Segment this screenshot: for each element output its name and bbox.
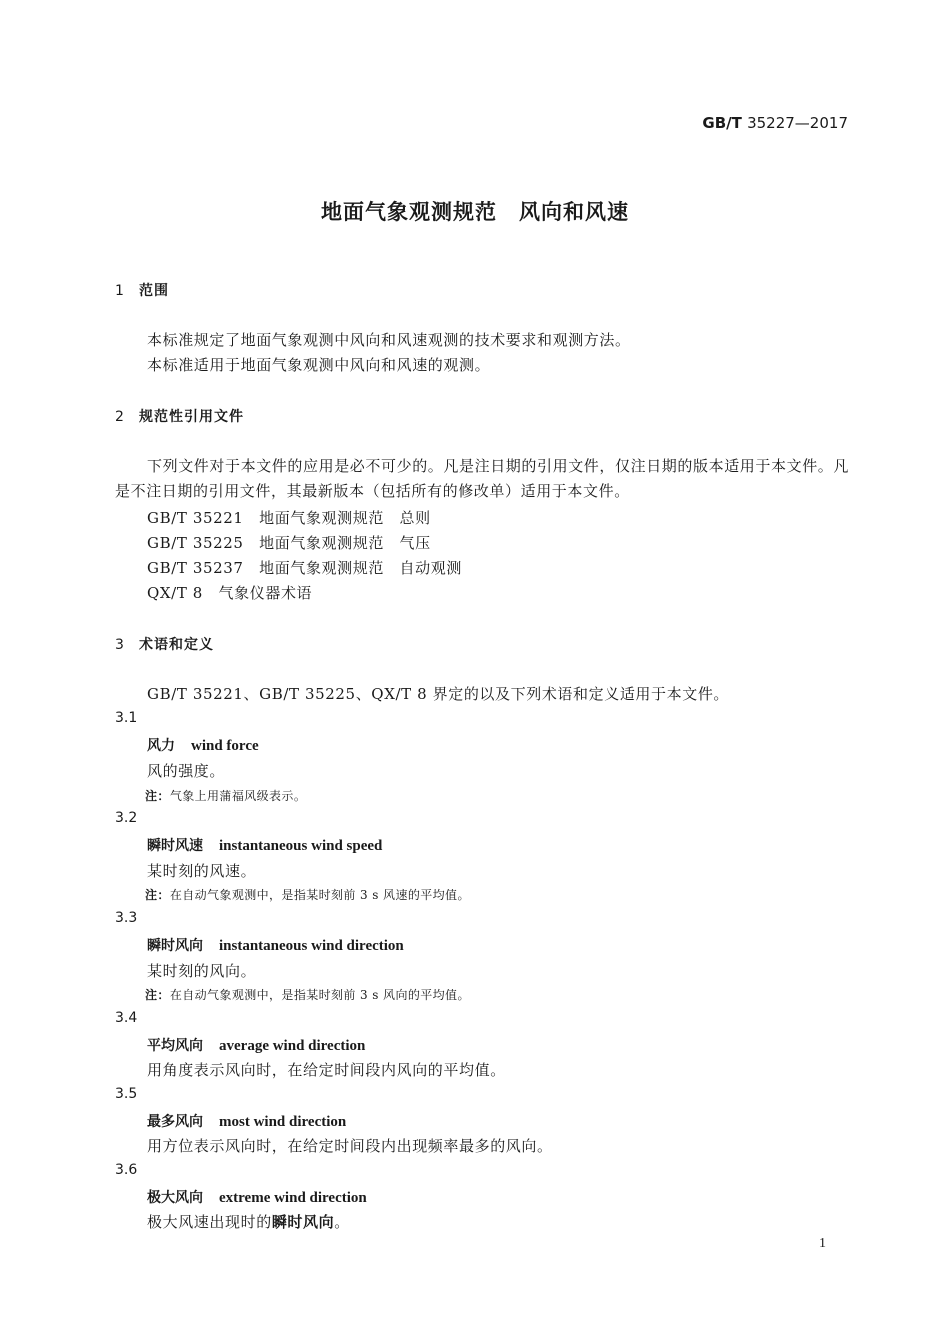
term-number: 3.1	[115, 710, 138, 726]
term-title	[147, 735, 259, 755]
term-number: 3.6	[115, 1162, 138, 1178]
term-zh: 瞬时风速	[147, 838, 203, 854]
section-2-intro: 下列文件对于本文件的应用是必不可少的。凡是注日期的引用文件，仅注日期的版本适用于本文件。凡是不注日期的引用文件，其最新版本（包括所有的修改单）适用于本文件。	[115, 457, 850, 500]
term-definition: 用方位表示风向时，在给定时间段内出现频率最多的风向。	[147, 1137, 553, 1155]
term-definition: 某时刻的风向。	[147, 962, 257, 980]
term-en: instantaneous wind direction	[219, 938, 404, 954]
term-note	[145, 787, 306, 804]
term-en: average wind direction	[219, 1038, 366, 1054]
section-3-heading	[115, 634, 214, 654]
reference-item: QX/T 8 气象仪器术语	[147, 584, 313, 602]
term-note	[145, 986, 470, 1003]
term-title	[147, 1035, 365, 1055]
page-number: 1	[819, 1236, 826, 1251]
section-1-heading	[115, 280, 169, 300]
term-zh: 平均风向	[147, 1038, 203, 1054]
term-definition	[147, 1211, 350, 1232]
term-zh: 极大风向	[147, 1190, 203, 1206]
term-zh: 风力	[147, 738, 175, 754]
section-title: 术语和定义	[139, 637, 214, 653]
term-definition: 风的强度。	[147, 762, 226, 780]
note-label: 注：	[145, 988, 170, 1002]
term-en: instantaneous wind speed	[219, 838, 383, 854]
term-note	[145, 886, 470, 903]
section-1-paragraph-1: 本标准规定了地面气象观测中风向和风速观测的技术要求和观测方法。	[147, 331, 631, 349]
term-title	[147, 1187, 367, 1207]
section-number: 1	[115, 283, 125, 299]
note-label: 注：	[145, 888, 170, 902]
reference-item: GB/T 35221 地面气象观测规范 总则	[147, 509, 431, 527]
term-number: 3.2	[115, 810, 138, 826]
section-title: 规范性引用文件	[139, 409, 244, 425]
term-en: most wind direction	[219, 1114, 347, 1130]
term-title	[147, 1111, 346, 1131]
note-label: 注：	[145, 789, 170, 803]
definition-text: 极大风速出现时的	[147, 1213, 272, 1231]
section-title: 范围	[139, 283, 169, 299]
standard-number: 35227—2017	[747, 114, 848, 132]
section-number: 3	[115, 637, 125, 653]
standard-code	[702, 114, 848, 132]
reference-item: GB/T 35237 地面气象观测规范 自动观测	[147, 559, 462, 577]
section-number: 2	[115, 409, 125, 425]
term-number: 3.5	[115, 1086, 138, 1102]
document-title: 地面气象观测规范 风向和风速	[321, 200, 629, 224]
section-1-paragraph-2: 本标准适用于地面气象观测中风向和风速的观测。	[147, 356, 491, 374]
term-definition: 某时刻的风速。	[147, 862, 257, 880]
term-zh: 瞬时风向	[147, 938, 203, 954]
note-text: 在自动气象观测中，是指某时刻前 3 s 风向的平均值。	[169, 988, 470, 1002]
standard-prefix: GB/T	[702, 114, 742, 132]
note-text: 在自动气象观测中，是指某时刻前 3 s 风速的平均值。	[169, 888, 470, 902]
section-3-intro: GB/T 35221、GB/T 35225、QX/T 8 界定的以及下列术语和定义适用于本文件。	[147, 685, 730, 703]
term-en: wind force	[191, 738, 259, 754]
section-2-heading	[115, 406, 244, 426]
term-title	[147, 935, 404, 955]
note-text: 气象上用蒲福风级表示。	[169, 789, 307, 803]
reference-item: GB/T 35225 地面气象观测规范 气压	[147, 534, 431, 552]
definition-cross-reference: 瞬时风向	[271, 1213, 335, 1231]
definition-text: 。	[334, 1213, 350, 1231]
term-title	[147, 835, 382, 855]
term-number: 3.4	[115, 1010, 138, 1026]
term-number: 3.3	[115, 910, 138, 926]
term-zh: 最多风向	[147, 1114, 203, 1130]
term-en: extreme wind direction	[219, 1190, 367, 1206]
term-definition: 用角度表示风向时，在给定时间段内风向的平均值。	[147, 1061, 506, 1079]
